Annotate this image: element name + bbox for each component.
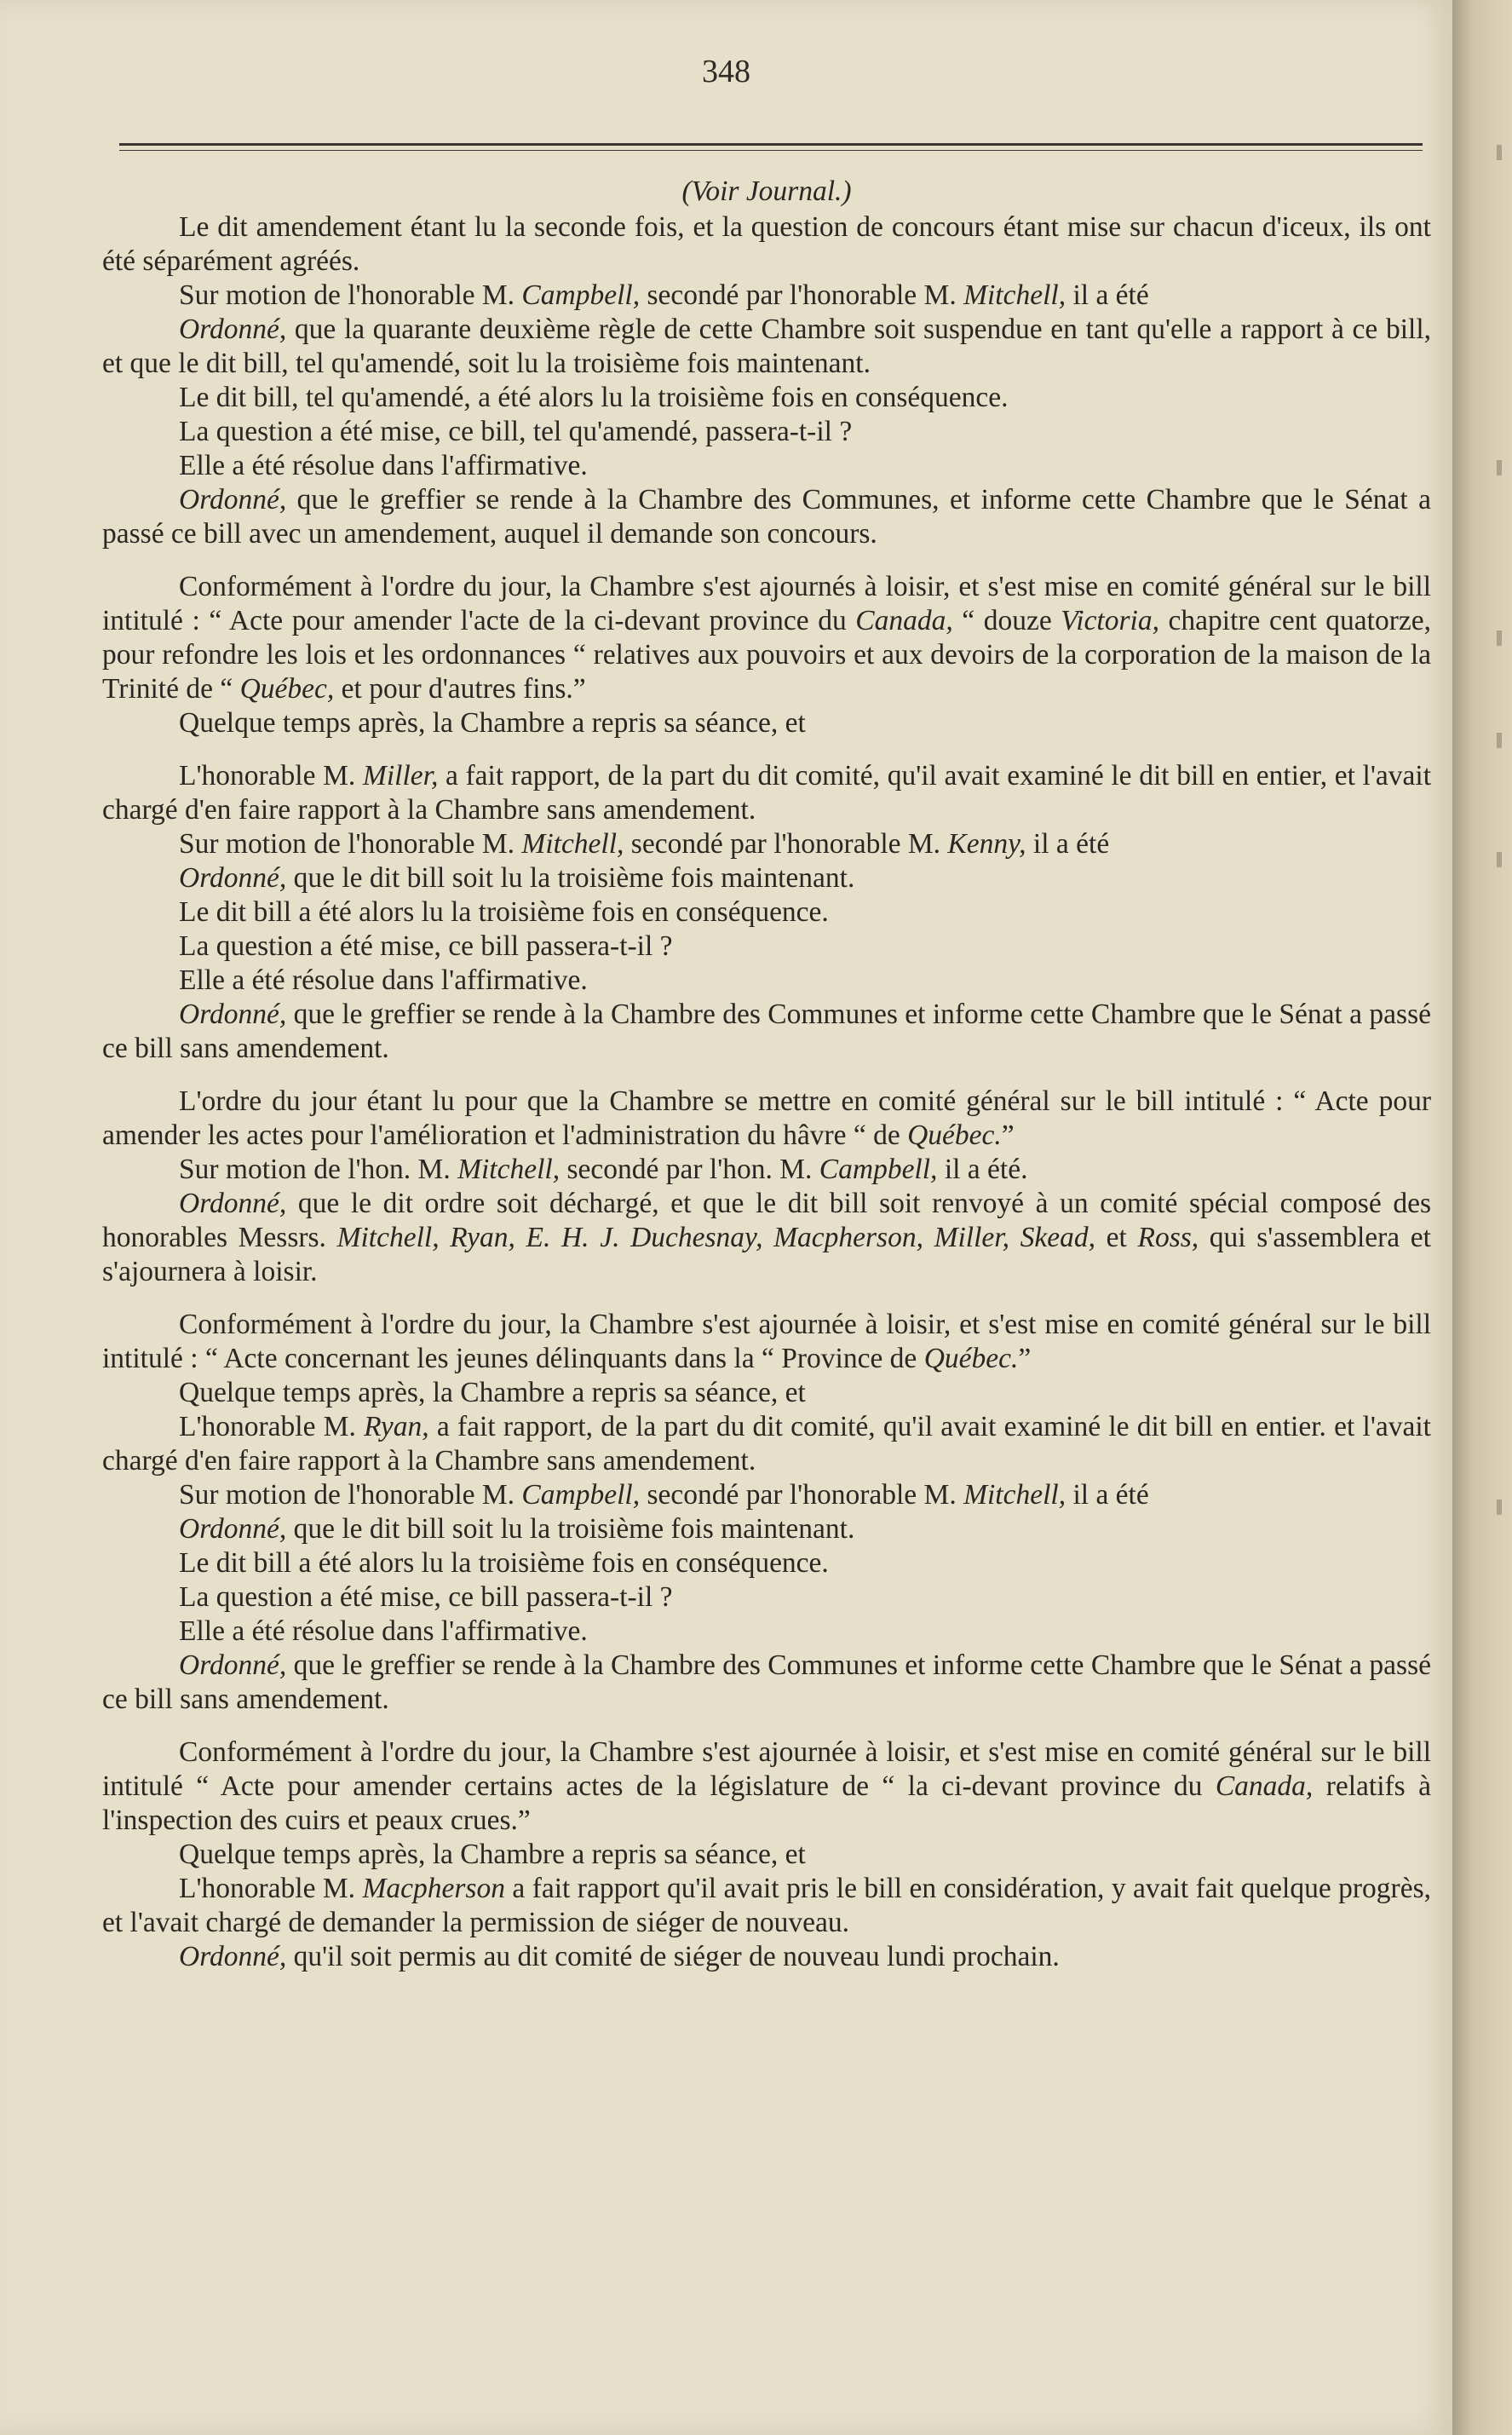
text-run: a fait rapport, de la part du dit comité, qu'il avait examiné le dit bill en entier. et l'avait chargé d'en faire rapport à la Chambre sans amendement. [102, 1411, 1431, 1477]
text-run: La question a été mise, ce bill, tel qu'amendé, passera-t-il ? [179, 416, 853, 447]
paragraph [102, 1546, 1431, 1580]
paragraph [102, 930, 1431, 964]
text-run: Le dit bill a été alors lu la troisième fois en conséquence. [179, 896, 829, 928]
text-run: il a été [1066, 1479, 1149, 1511]
paragraph [102, 415, 1431, 449]
text-run: a fait rapport, de la part du dit comité, qu'il avait examiné le dit bill en entier, et l'avait chargé d'en faire rapport à la Chambre sans amendement. [102, 760, 1431, 826]
paragraph [102, 313, 1431, 381]
paragraph [102, 1153, 1431, 1187]
italic-text: Ordonné, [179, 862, 287, 894]
paragraph [102, 1085, 1431, 1153]
paragraph [102, 1872, 1431, 1940]
text-run: que le greffier se rende à la Chambre des Communes et informe cette Chambre que le Sénat a passé ce bill sans amendement. [102, 1649, 1431, 1715]
paragraph [102, 759, 1431, 827]
paragraph [102, 570, 1431, 706]
italic-text: Canada, [855, 605, 953, 636]
text-run: Conformément à l'ordre du jour, la Chambre s'est ajournée à loisir, et s'est mise en comité général sur le bill intitulé : “ Acte concernant les jeunes délinquants dans la “ Province de [102, 1309, 1431, 1374]
text-run: secondé par l'honorable M. [640, 1479, 964, 1511]
text-run: secondé par l'hon. M. [560, 1154, 819, 1185]
italic-text: Campbell, [521, 279, 641, 311]
paragraph [102, 998, 1431, 1066]
paragraph [102, 706, 1431, 740]
text-run: Le dit bill, tel qu'amendé, a été alors lu la troisième fois en conséquence. [179, 382, 1009, 413]
paragraph [102, 895, 1431, 930]
text-run: La question a été mise, ce bill passera-t-il ? [179, 930, 673, 962]
italic-text: Mitchell, [963, 1479, 1066, 1511]
italic-text: Ordonné, [179, 1941, 287, 1972]
text-run: a fait rapport qu'il avait pris le bill en considération, y avait fait quelque progrès, et l'avait chargé de demander la permission de siéger de nouveau. [102, 1873, 1431, 1938]
paragraph-list [102, 210, 1431, 1974]
text-run: secondé par l'honorable M. [624, 828, 948, 860]
edge-mark [1497, 733, 1502, 748]
italic-text: Ordonné, [179, 1188, 287, 1219]
italic-text: Ordonné, [179, 314, 287, 345]
text-run: que le dit ordre soit déchargé, et que le dit bill soit renvoyé à un comité spécial composé des honorables Messrs. [102, 1188, 1431, 1253]
italic-text: Québec. [923, 1343, 1019, 1374]
paragraph [102, 1736, 1431, 1838]
document-body [102, 175, 1431, 1974]
paragraph [102, 381, 1431, 415]
paragraph [102, 964, 1431, 998]
paragraph [102, 1376, 1431, 1410]
text-run: que le dit bill soit lu la troisième fois maintenant. [286, 862, 855, 894]
text-run: Sur motion de l'honorable M. [179, 279, 522, 311]
text-run: L'ordre du jour étant lu pour que la Chambre se mettre en comité général sur le bill intitulé : “ Acte pour amender les actes pour l'amélioration et l'administration du hâvre “ de [102, 1085, 1431, 1151]
text-run: Sur motion de l'honorable M. [179, 1479, 522, 1511]
text-run: il a été [1066, 279, 1149, 311]
paragraph [102, 1580, 1431, 1615]
paragraph [102, 1478, 1431, 1512]
italic-text: Kenny, [947, 828, 1026, 860]
italic-text: Ross, [1137, 1222, 1199, 1253]
paragraph [102, 210, 1431, 279]
italic-text: Campbell, [819, 1154, 938, 1185]
text-run: que la quarante deuxième règle de cette Chambre soit suspendue en tant qu'elle a rapport à ce bill, et que le dit bill, tel qu'amendé, soit lu la troisième fois maintenant. [102, 314, 1431, 379]
text-run: Elle a été résolue dans l'affirmative. [179, 964, 588, 996]
text-run: secondé par l'honorable M. [640, 279, 964, 311]
italic-text: Mitchell, [457, 1154, 561, 1185]
text-run: Quelque temps après, la Chambre a repris sa séance, et [179, 1839, 806, 1870]
paragraph [102, 1512, 1431, 1546]
text-run: il a été. [937, 1154, 1028, 1185]
text-run: chapitre cent quatorze, pour refondre les lois et les ordonnances “ relatives aux pouvoirs et aux devoirs de la corporation de la maison de la Trinité de “ [102, 605, 1432, 705]
text-run: que le greffier se rende à la Chambre des Communes et informe cette Chambre que le Sénat a passé ce bill sans amendement. [102, 999, 1431, 1064]
text-run: qu'il soit permis au dit comité de siéger de nouveau lundi prochain. [286, 1941, 1060, 1972]
paragraph [102, 1615, 1431, 1649]
italic-text: Québec. [907, 1120, 1002, 1151]
italic-text: Québec, [239, 673, 335, 705]
italic-text: Ordonné, [179, 484, 287, 515]
paragraph [102, 1308, 1431, 1376]
text-run: Le dit bill a été alors lu la troisième fois en conséquence. [179, 1547, 829, 1579]
text-run: Le dit amendement étant lu la seconde fois, et la question de concours étant mise sur chacun d'iceux, ils ont été séparément agréés. [102, 211, 1431, 277]
edge-mark [1497, 1500, 1502, 1515]
edge-mark [1497, 852, 1502, 867]
italic-text: Miller, [362, 760, 439, 792]
facing-page-edge [1452, 0, 1512, 2435]
text-run: qui s'assemblera et s'ajournera à loisir. [102, 1222, 1431, 1287]
text-run: Elle a été résolue dans l'affirmative. [179, 450, 588, 481]
text-run: L'honorable M. [179, 1411, 365, 1442]
text-run: ” [1018, 1343, 1032, 1374]
paragraph [102, 1940, 1431, 1974]
paragraph [102, 1187, 1431, 1289]
text-run: Elle a été résolue dans l'affirmative. [179, 1615, 588, 1647]
italic-text: Ordonné, [179, 1649, 287, 1681]
italic-text: Mitchell, [963, 279, 1066, 311]
text-run: relatifs à l'inspection des cuirs et peaux crues.” [102, 1770, 1431, 1836]
italic-text: Campbell, [521, 1479, 641, 1511]
text-run: Conformément à l'ordre du jour, la Chambre s'est ajournée à loisir, et s'est mise en comité général sur le bill intitulé “ Acte pour amender certains actes de la législature de “ la ci-devant province du [102, 1736, 1431, 1802]
text-run: La question a été mise, ce bill passera-t-il ? [179, 1581, 673, 1613]
header-rule-thin [119, 150, 1423, 151]
paragraph [102, 861, 1431, 895]
text-run: que le dit bill soit lu la troisième fois maintenant. [286, 1513, 855, 1545]
text-run: L'honorable M. [179, 1873, 363, 1904]
text-run: il a été [1026, 828, 1110, 860]
header-rule [119, 143, 1423, 146]
paragraph [102, 1838, 1431, 1872]
text-run: et pour d'autres fins.” [334, 673, 586, 705]
text-run: Sur motion de l'honorable M. [179, 828, 522, 860]
text-run: L'honorable M. [179, 760, 363, 792]
text-run: “ douze [952, 605, 1061, 636]
italic-text: Canada, [1215, 1770, 1314, 1802]
text-run: ” [1001, 1120, 1015, 1151]
edge-mark [1497, 630, 1502, 646]
paragraph [102, 449, 1431, 483]
edge-mark [1497, 145, 1502, 160]
italic-text: Ordonné, [179, 1513, 287, 1545]
paragraph [102, 1410, 1431, 1478]
journal-reference: (Voir Journal.) [681, 176, 852, 207]
edge-mark [1497, 460, 1502, 475]
italic-text: Macpherson [362, 1873, 505, 1904]
paragraph [102, 827, 1431, 861]
text-run: que le greffier se rende à la Chambre des Communes, et informe cette Chambre que le Sénat a passé ce bill avec un amendement, auquel il demande son concours. [102, 484, 1431, 550]
italic-text: Mitchell, Ryan, E. H. J. Duchesnay, Macpherson, Miller, Skead, [336, 1222, 1095, 1253]
paragraph [102, 483, 1431, 551]
paragraph [102, 1649, 1431, 1717]
text-run: Quelque temps après, la Chambre a repris sa séance, et [179, 1377, 806, 1408]
text-run: et [1095, 1222, 1138, 1253]
text-run: Conformément à l'ordre du jour, la Chambre s'est ajournés à loisir, et s'est mise en comité général sur le bill intitulé : “ Acte pour amender l'acte de la ci-devant province du [102, 571, 1431, 636]
italic-text: Ordonné, [179, 999, 287, 1030]
italic-text: Mitchell, [521, 828, 624, 860]
page-number: 348 [702, 54, 750, 89]
italic-text: Victoria, [1061, 605, 1159, 636]
paragraph [102, 279, 1431, 313]
text-run: Sur motion de l'hon. M. [179, 1154, 458, 1185]
text-run: Quelque temps après, la Chambre a repris sa séance, et [179, 707, 806, 739]
italic-text: Ryan, [364, 1411, 429, 1442]
